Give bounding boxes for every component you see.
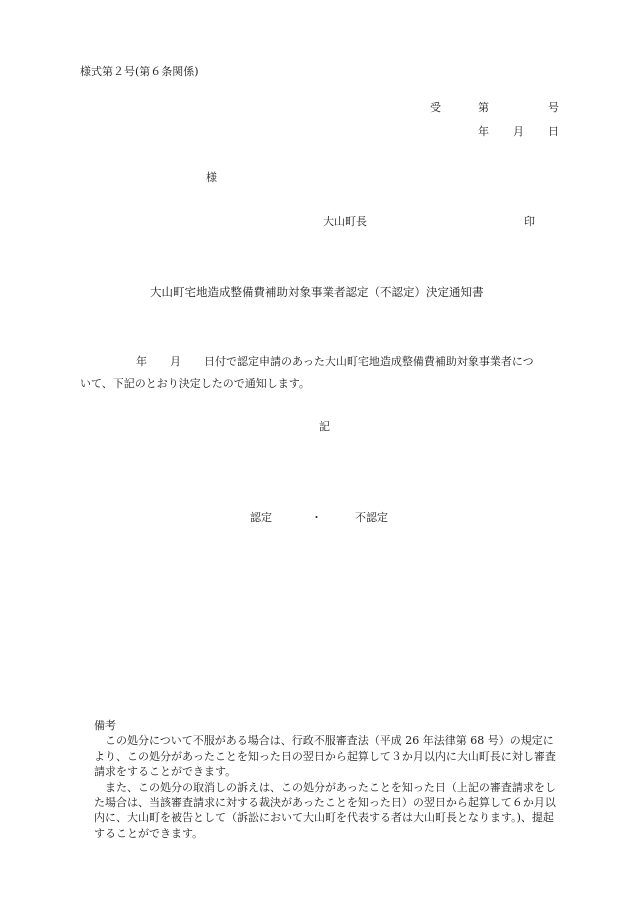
addressee-honorific: 様 [206,171,217,184]
remarks-paragraph-2: また、この処分の取消しの訴えは、この処分があったことを知った日（上記の審査請求をした場合は、当該審査請求に対する裁決があったことを知った日）の翌日から起算して６か月以内に、大山町を被告として（訴訟において大山町を代表する者は大山町長となります。)、提起することができます。 [94,780,556,840]
notice-body-line2: いて、下記のとおり決定したので通知します。 [80,377,310,390]
notice-body [80,351,560,395]
decision-not-approved: 不認定 [355,511,388,524]
ki-heading: 記 [319,420,330,433]
document-title: 大山町宅地造成整備費補助対象事業者認定（不認定）決定通知書 [150,285,484,299]
notice-body-line1 [80,351,560,373]
body-month-label: 月 [170,355,181,368]
remarks-paragraph-1: この処分について不服がある場合は、行政不服審査法（平成 26 年法律第 68 号）の規定により、この処分があったことを知った日の翌日から起算して３か月以内に大山町長に対し審査請求をすることができます。 [94,734,556,779]
receipt-ju-label: 受 [430,101,441,114]
date-month-label: 月 [513,125,524,138]
seal-mark: 印 [524,215,535,228]
sender-title: 大山町長 [323,215,367,228]
date-day-label: 日 [548,125,559,138]
decision-approved: 認定 [250,511,272,524]
receipt-dai-label: 第 [478,101,489,114]
form-number: 様式第２号(第６条関係) [80,65,199,78]
remarks-title: 備考 [94,719,116,732]
body-line1-text: 日付で認定申請のあった大山町宅地造成整備費補助対象事業者につ [204,355,534,368]
remarks-section [94,718,560,841]
date-year-label: 年 [478,125,489,138]
receipt-go-label: 号 [548,101,559,114]
body-year-label: 年 [136,355,147,368]
decision-separator: ・ [311,511,322,524]
